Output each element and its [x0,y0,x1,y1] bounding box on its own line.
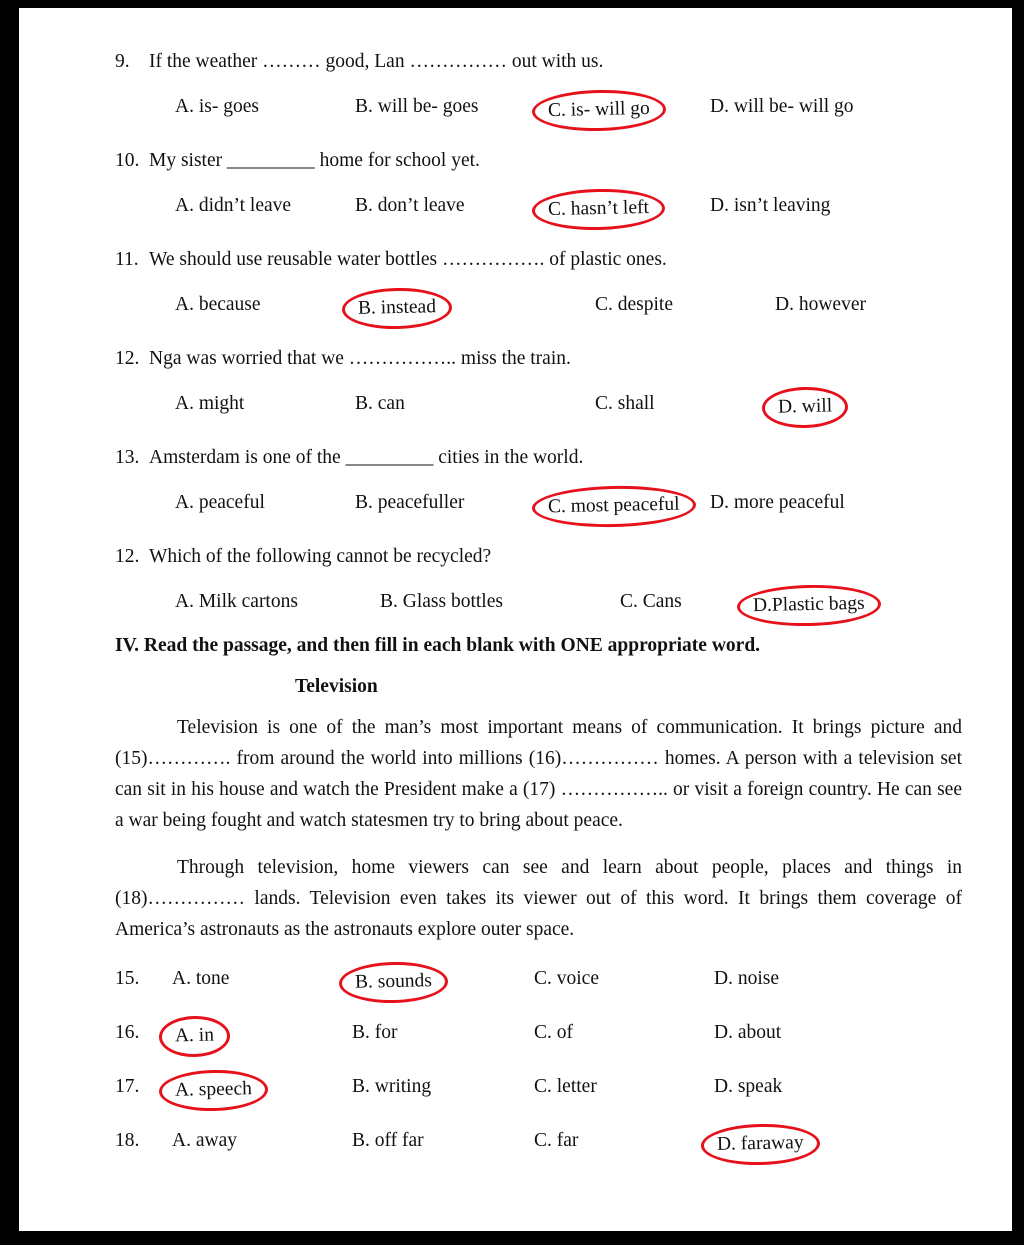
worksheet [19,8,1012,1231]
option-label: A. didn’t leave [175,195,292,216]
question-text: Amsterdam is one of the _________ cities in the world. [149,447,584,468]
option [352,1127,534,1161]
option-label: C. shall [595,393,655,414]
question-prompt [115,345,962,373]
option [172,965,352,999]
option [545,93,710,127]
option-label: C. Cans [620,591,682,612]
question-number: 16. [115,1022,140,1043]
option-label: B. for [352,1022,398,1043]
question-text: We should use reusable water bottles ……………. of plastic ones. [149,249,667,270]
question-number: 15. [115,968,140,989]
option [714,1019,962,1053]
option-label: D. will be- will go [710,96,854,117]
option [355,93,545,127]
option [545,192,710,226]
question-prompt [115,147,962,175]
option-label: A. is- goes [175,96,259,117]
question-number: 18. [115,1130,140,1151]
option-label: D. faraway [701,1123,820,1166]
question-text: My sister _________ home for school yet. [149,150,480,171]
option-label: B. instead [342,287,453,330]
option-label: A. speech [159,1069,269,1112]
options-row [175,192,962,226]
option-label: D. speak [714,1076,783,1097]
options-row [175,588,962,622]
question-block [115,543,962,622]
option [710,192,962,226]
fill-question-row [115,1127,962,1161]
option [714,1073,962,1107]
option [775,390,962,424]
option-label: B. writing [352,1076,432,1097]
option [710,93,962,127]
option [352,1019,534,1053]
question-number: 10. [115,150,140,171]
option [710,489,962,523]
options-row [175,291,962,325]
option-label: B. peacefuller [355,492,465,513]
option-label: A. tone [172,968,230,989]
option [620,588,750,622]
option-label: D. about [714,1022,782,1043]
option [352,1073,534,1107]
option-label: D. however [775,294,866,315]
option [172,1073,352,1107]
question-number: 17. [115,1076,140,1097]
question-text: Which of the following cannot be recycled? [149,546,492,567]
option-label: C. of [534,1022,573,1043]
option-label: A. Milk cartons [175,591,298,612]
question-block [115,147,962,226]
option-label: C. despite [595,294,673,315]
question-number: 11. [115,249,139,270]
option [175,192,355,226]
option [714,965,962,999]
option [175,390,355,424]
question-block [115,48,962,127]
question-text: If the weather ……… good, Lan …………… out with us. [149,51,604,72]
option-label: C. is- will go [532,89,667,133]
question-prompt [115,444,962,472]
option-label: B. will be- goes [355,96,479,117]
passage-paragraph: Through television, home viewers can see and learn about people, places and things in (18)…………… lands. Television even takes its viewer out of this word. It brings them coverage of America’s astronauts as the astronauts explore outer space. [115,857,962,940]
section-heading: IV. Read the passage, and then fill in each blank with ONE appropriate word. [115,635,761,656]
question-text: Nga was worried that we …………….. miss the train. [149,348,571,369]
option-label: C. voice [534,968,599,989]
fill-question-row [115,1019,962,1053]
option [175,489,355,523]
option [172,1019,352,1053]
option-label: D.Plastic bags [737,584,881,628]
passage-title: Television [295,676,378,697]
option [714,1127,962,1161]
option [534,1073,714,1107]
option-label: D. more peaceful [710,492,845,513]
option-label: B. Glass bottles [380,591,503,612]
options-row [175,390,962,424]
option [355,489,545,523]
option [534,1019,714,1053]
fill-question-row [115,1073,962,1107]
option [355,291,595,325]
option-label: B. can [355,393,405,414]
option-label: C. hasn’t left [532,188,666,232]
option-label: A. away [172,1130,237,1151]
question-prompt [115,48,962,76]
option [175,93,355,127]
question-block [115,345,962,424]
option-label: D. isn’t leaving [710,195,831,216]
option [355,390,595,424]
option [545,489,710,523]
option [172,1127,352,1161]
question-prompt [115,246,962,274]
question-number: 9. [115,51,130,72]
question-prompt [115,543,962,571]
option-label: A. peaceful [175,492,265,513]
option [380,588,620,622]
question-block [115,246,962,325]
option [595,291,775,325]
option [750,588,962,622]
option [534,965,714,999]
option-label: C. far [534,1130,579,1151]
passage-paragraph: Television is one of the man’s most important means of communication. It brings picture and (15)…………. from around the world into millions (16)…………… homes. A person with a television set can sit in his house and watch the President make a (17) …………….. or visit a foreign country. He can see a war being fought and watch statesmen try to bring about peace. [115,717,962,831]
option [355,192,545,226]
options-row [175,489,962,523]
option [534,1127,714,1161]
option-label: B. sounds [339,961,449,1004]
option-label: D. will [762,386,849,429]
option-label: B. don’t leave [355,195,465,216]
options-row [175,93,962,127]
option-label: A. because [175,294,261,315]
option-label: A. might [175,393,245,414]
option [175,291,355,325]
option-label: D. noise [714,968,779,989]
question-number: 12. [115,546,140,567]
option-label: A. in [159,1015,231,1057]
question-number: 13. [115,447,140,468]
option [352,965,534,999]
question-block [115,444,962,523]
option-label: C. most peaceful [532,484,696,528]
option [595,390,775,424]
option-label: B. off far [352,1130,424,1151]
option [175,588,380,622]
option-label: C. letter [534,1076,597,1097]
option [775,291,962,325]
fill-question-row [115,965,962,999]
question-number: 12. [115,348,140,369]
